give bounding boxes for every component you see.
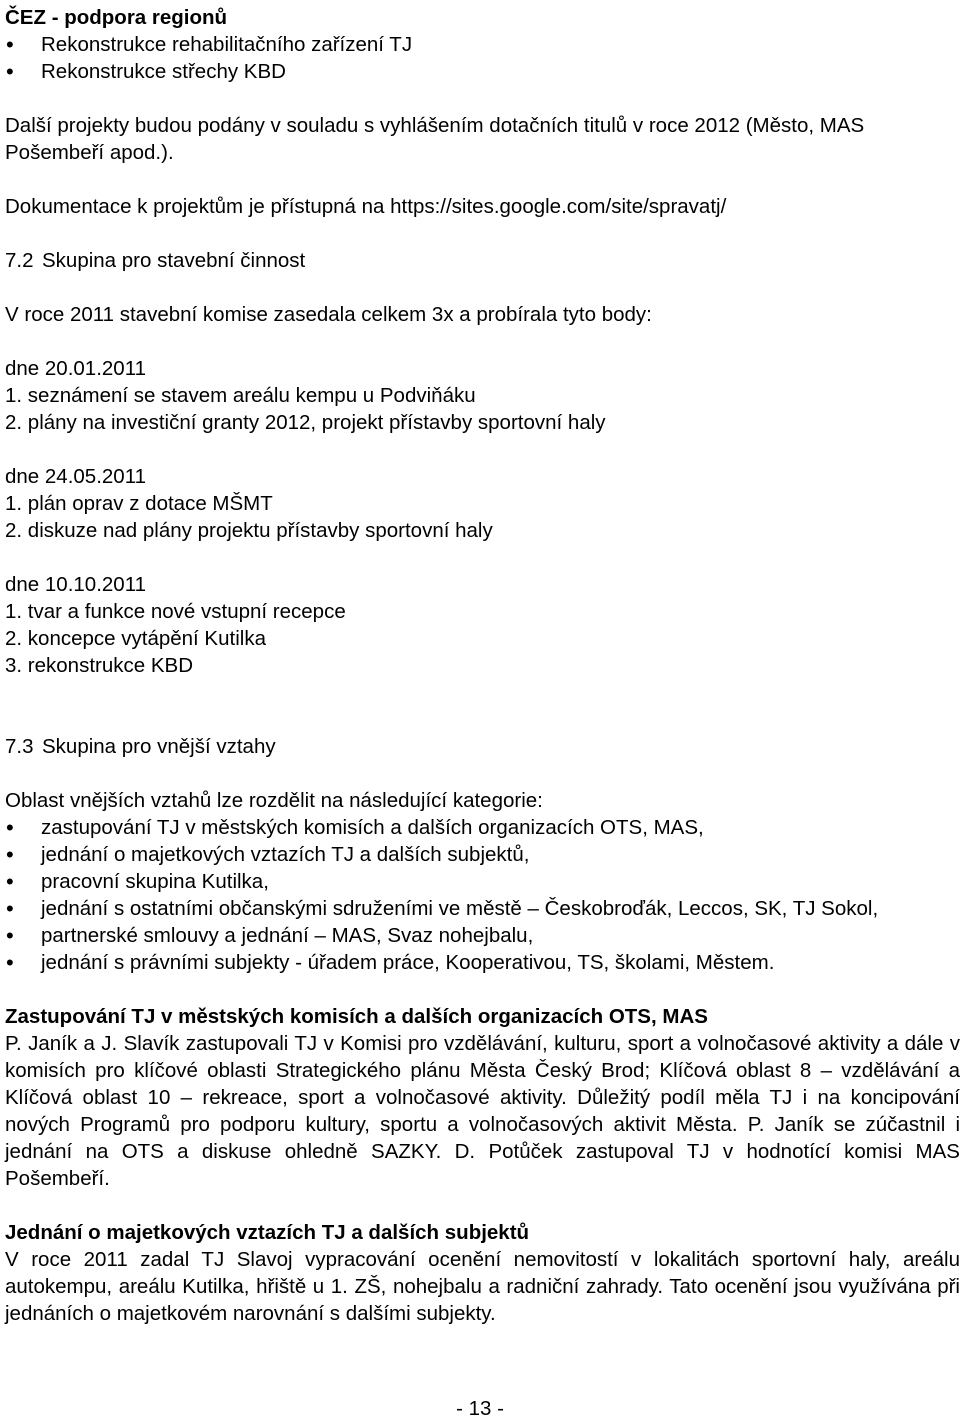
meeting-point: 3. rekonstrukce KBD (5, 654, 193, 677)
section-title: Skupina pro vnější vztahy (42, 735, 276, 758)
categories-list (5, 814, 960, 976)
meeting-block (5, 355, 960, 436)
paragraph-committee: V roce 2011 stavební komise zasedala celkem 3x a probírala tyto body: (5, 303, 652, 326)
meeting-block (5, 463, 960, 544)
meeting-date: dne 10.10.2011 (5, 573, 146, 596)
page-content (5, 4, 960, 1327)
section-number: 7.3 (5, 735, 34, 758)
meeting-date: dne 24.05.2011 (5, 465, 146, 488)
meeting-point: 2. koncepce vytápění Kutilka (5, 627, 266, 650)
meeting-point: 2. plány na investiční granty 2012, projekt přístavby sportovní haly (5, 411, 606, 434)
paragraph-relations: Oblast vnějších vztahů lze rozdělit na následující kategorie: (5, 789, 543, 812)
section-heading-7-2 (5, 247, 960, 274)
list-item: • zastupování TJ v městských komisích a dalších organizacích OTS, MAS, (5, 814, 960, 841)
subsection-text: V roce 2011 zadal TJ Slavoj vypracování ocenění nemovitostí v lokalitách sportovní haly, areálu autokempu, areálu Kutilka, hřiště u 1. ZŠ, nohejbalu a radniční zahrady. Tato ocenění jsou využívána při jednáních o majetkovém narovnání s dalšími subjekty. (5, 1248, 960, 1325)
paragraph-documentation: Dokumentace k projektům je přístupná na https://sites.google.com/site/spravatj/ (5, 195, 727, 218)
list-item: • jednání s ostatními občanskými sdruženími ve městě – Českobroďák, Leccos, SK, TJ Sokol, (5, 895, 960, 922)
cez-list (5, 31, 960, 85)
meeting-point: 1. tvar a funkce nové vstupní recepce (5, 600, 346, 623)
meeting-date: dne 20.01.2011 (5, 357, 146, 380)
cez-title: ČEZ - podpora regionů (5, 6, 228, 29)
meeting-point: 1. plán oprav z dotace MŠMT (5, 492, 273, 515)
meeting-point: 2. diskuze nad plány projektu přístavby sportovní haly (5, 519, 493, 542)
subsection-title: Zastupování TJ v městských komisích a dalších organizacích OTS, MAS (5, 1005, 708, 1028)
page-number: - 13 - (456, 1397, 504, 1420)
list-item: • jednání o majetkových vztazích TJ a dalších subjektů, (5, 841, 960, 868)
subsection-title: Jednání o majetkových vztazích TJ a dalších subjektů (5, 1221, 530, 1244)
list-item: • Rekonstrukce rehabilitačního zařízení TJ (5, 31, 960, 58)
list-item: • pracovní skupina Kutilka, (5, 868, 960, 895)
list-item: • partnerské smlouvy a jednání – MAS, Svaz nohejbalu, (5, 922, 960, 949)
subsection-text: P. Janík a J. Slavík zastupovali TJ v Komisi pro vzdělávání, kulturu, sport a volnočasové aktivity a dále v komisích pro klíčové oblasti Strategického plánu Města Český Brod; Klíčová oblast 8 – vzdělávání a Klíčová oblast 10 – rekreace, sport a volnočasové aktivity. Důležitý podíl měla TJ i na koncipování nových Programů pro podporu kultury, sportu a volnočasových aktivit Města. P. Janík se zúčastnil i jednání na OTS a diskuse ohledně SAZKY. D. Potůček zastupoval TJ v hodnotící komisi MAS Pošembeří. (5, 1032, 960, 1190)
section-heading-7-3 (5, 733, 960, 760)
section-title: Skupina pro stavební činnost (42, 249, 306, 272)
section-number: 7.2 (5, 249, 34, 272)
meeting-block (5, 571, 960, 679)
list-item: • Rekonstrukce střechy KBD (5, 58, 960, 85)
paragraph-projects: Další projekty budou podány v souladu s vyhlášením dotačních titulů v roce 2012 (Město, MAS Pošembeří apod.). (5, 114, 865, 164)
list-item: • jednání s právními subjekty - úřadem práce, Kooperativou, TS, školami, Městem. (5, 949, 960, 976)
meeting-point: 1. seznámení se stavem areálu kempu u Podviňáku (5, 384, 476, 407)
